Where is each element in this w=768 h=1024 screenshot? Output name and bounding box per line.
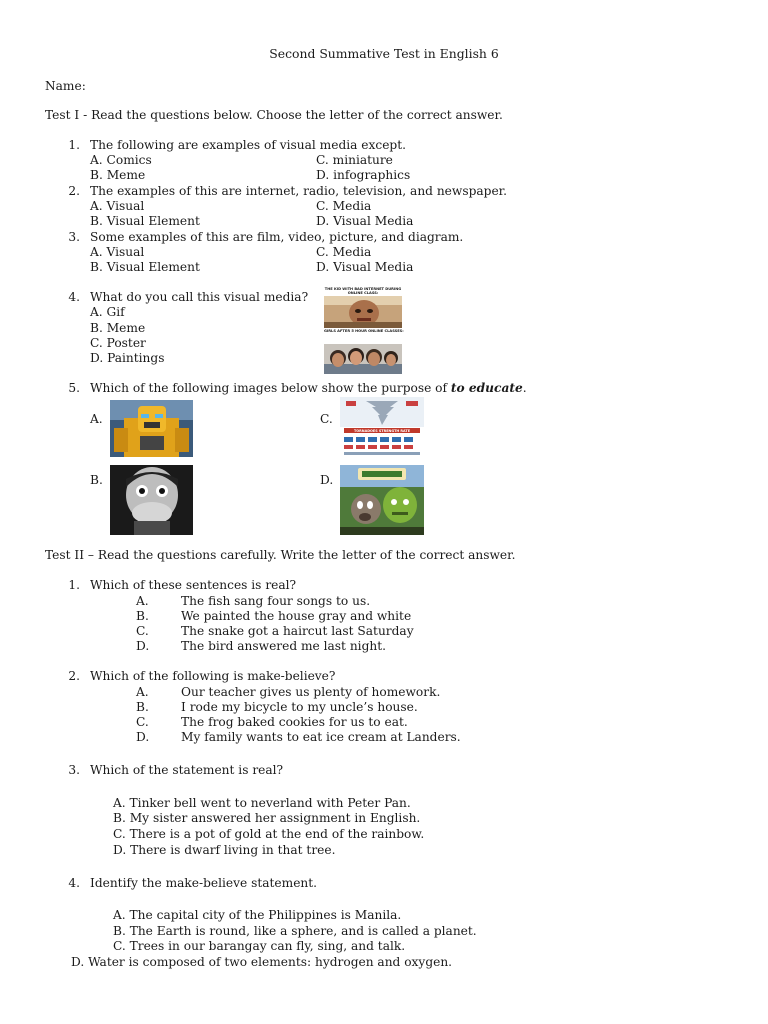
- question-text: Identify the make-believe statement.: [90, 876, 318, 890]
- question-number: 3.: [68, 230, 80, 244]
- question-number: 1.: [68, 138, 80, 152]
- option: Our teacher gives us plenty of homework.: [181, 685, 441, 699]
- option-letter: A.: [136, 594, 149, 608]
- meme-bottom-photo: [324, 344, 402, 374]
- option: A. Comics: [90, 153, 152, 167]
- meme-top-photo: [324, 296, 402, 328]
- option: A. Tinker bell went to neverland with Peter Pan.: [113, 796, 411, 810]
- infographic-banner: TORNADOES STRENGTH RATE: [353, 429, 411, 433]
- meme-bottom-caption: GIRLS AFTER 5 HOUR ONLINE CLASSES:: [324, 329, 404, 333]
- option: C. There is a pot of gold at the end of the rainbow.: [113, 827, 425, 841]
- meme-top-caption: THE KID WITH BAD INTERNET DURING ONLINE CLASS:: [324, 287, 402, 296]
- option-letter: D.: [136, 730, 150, 744]
- option: D. infographics: [316, 168, 411, 182]
- option: D. There is dwarf living in that tree.: [113, 843, 336, 857]
- emphasis: to educate: [450, 381, 523, 395]
- option: A. The capital city of the Philippines is Manila.: [113, 908, 402, 922]
- option-letter: A.: [136, 685, 149, 699]
- question-text: Which of the following images below show the purpose of to educate.: [90, 381, 527, 395]
- option: C. miniature: [316, 153, 393, 167]
- option: The snake got a haircut last Saturday: [181, 624, 414, 638]
- option-letter: D.: [136, 639, 150, 653]
- question-number: 2.: [68, 184, 80, 198]
- option: C. Media: [316, 199, 372, 213]
- option: A. Visual: [90, 199, 145, 213]
- option-letter: C.: [136, 624, 149, 638]
- question-number: 1.: [68, 578, 80, 592]
- test2-heading: Test II – Read the questions carefully. Write the letter of the correct answer.: [45, 548, 516, 562]
- question-number: 2.: [68, 669, 80, 683]
- option: B. Meme: [90, 321, 146, 335]
- option: C. Poster: [90, 336, 146, 350]
- question-number: 3.: [68, 763, 80, 777]
- option: D. Visual Media: [316, 214, 414, 228]
- option: B. Visual Element: [90, 214, 200, 228]
- question-text: The examples of this are internet, radio, television, and newspaper.: [90, 184, 508, 198]
- question-number: 4.: [68, 290, 80, 304]
- movie-poster-image: [340, 465, 424, 535]
- option-label: B.: [90, 473, 103, 487]
- option-letter: C.: [136, 715, 149, 729]
- question-text: The following are examples of visual media except.: [90, 138, 406, 152]
- option: D. Visual Media: [316, 260, 414, 274]
- question-text: Some examples of this are film, video, picture, and diagram.: [90, 230, 464, 244]
- option: B. The Earth is round, like a sphere, and is called a planet.: [113, 924, 477, 938]
- question-text: What do you call this visual media?: [90, 290, 309, 304]
- option: C. Media: [316, 245, 372, 259]
- option: B. Meme: [90, 168, 146, 182]
- option: A. Visual: [90, 245, 145, 259]
- question-number: 4.: [68, 876, 80, 890]
- option: C. Trees in our barangay can fly, sing, and talk.: [113, 939, 406, 953]
- option: The fish sang four songs to us.: [181, 594, 371, 608]
- infographic-image: [340, 397, 424, 458]
- option: We painted the house gray and white: [181, 609, 412, 623]
- meme-image: [320, 286, 406, 376]
- option: D. Paintings: [90, 351, 165, 365]
- question-number: 5.: [68, 381, 80, 395]
- option-label: D.: [320, 473, 334, 487]
- robot-image: [110, 400, 193, 457]
- option-label: C.: [320, 412, 333, 426]
- name-label: Name:: [45, 79, 86, 93]
- option: B. My sister answered her assignment in English.: [113, 811, 421, 825]
- page-title: Second Summative Test in English 6: [269, 46, 499, 61]
- boy-image: [110, 465, 193, 535]
- question-text: Which of the statement is real?: [90, 763, 284, 777]
- option: The bird answered me last night.: [181, 639, 386, 653]
- option: I rode my bicycle to my uncle’s house.: [181, 700, 418, 714]
- option: D. Water is composed of two elements: hydrogen and oxygen.: [71, 955, 453, 969]
- option: The frog baked cookies for us to eat.: [181, 715, 408, 729]
- option-letter: B.: [136, 700, 149, 714]
- option: My family wants to eat ice cream at Landers.: [181, 730, 461, 744]
- question-text: Which of these sentences is real?: [90, 578, 297, 592]
- option-letter: B.: [136, 609, 149, 623]
- option-label: A.: [90, 412, 103, 426]
- option: B. Visual Element: [90, 260, 200, 274]
- question-text: Which of the following is make-believe?: [90, 669, 336, 683]
- test1-heading: Test I - Read the questions below. Choose the letter of the correct answer.: [45, 108, 503, 122]
- option: A. Gif: [90, 305, 125, 319]
